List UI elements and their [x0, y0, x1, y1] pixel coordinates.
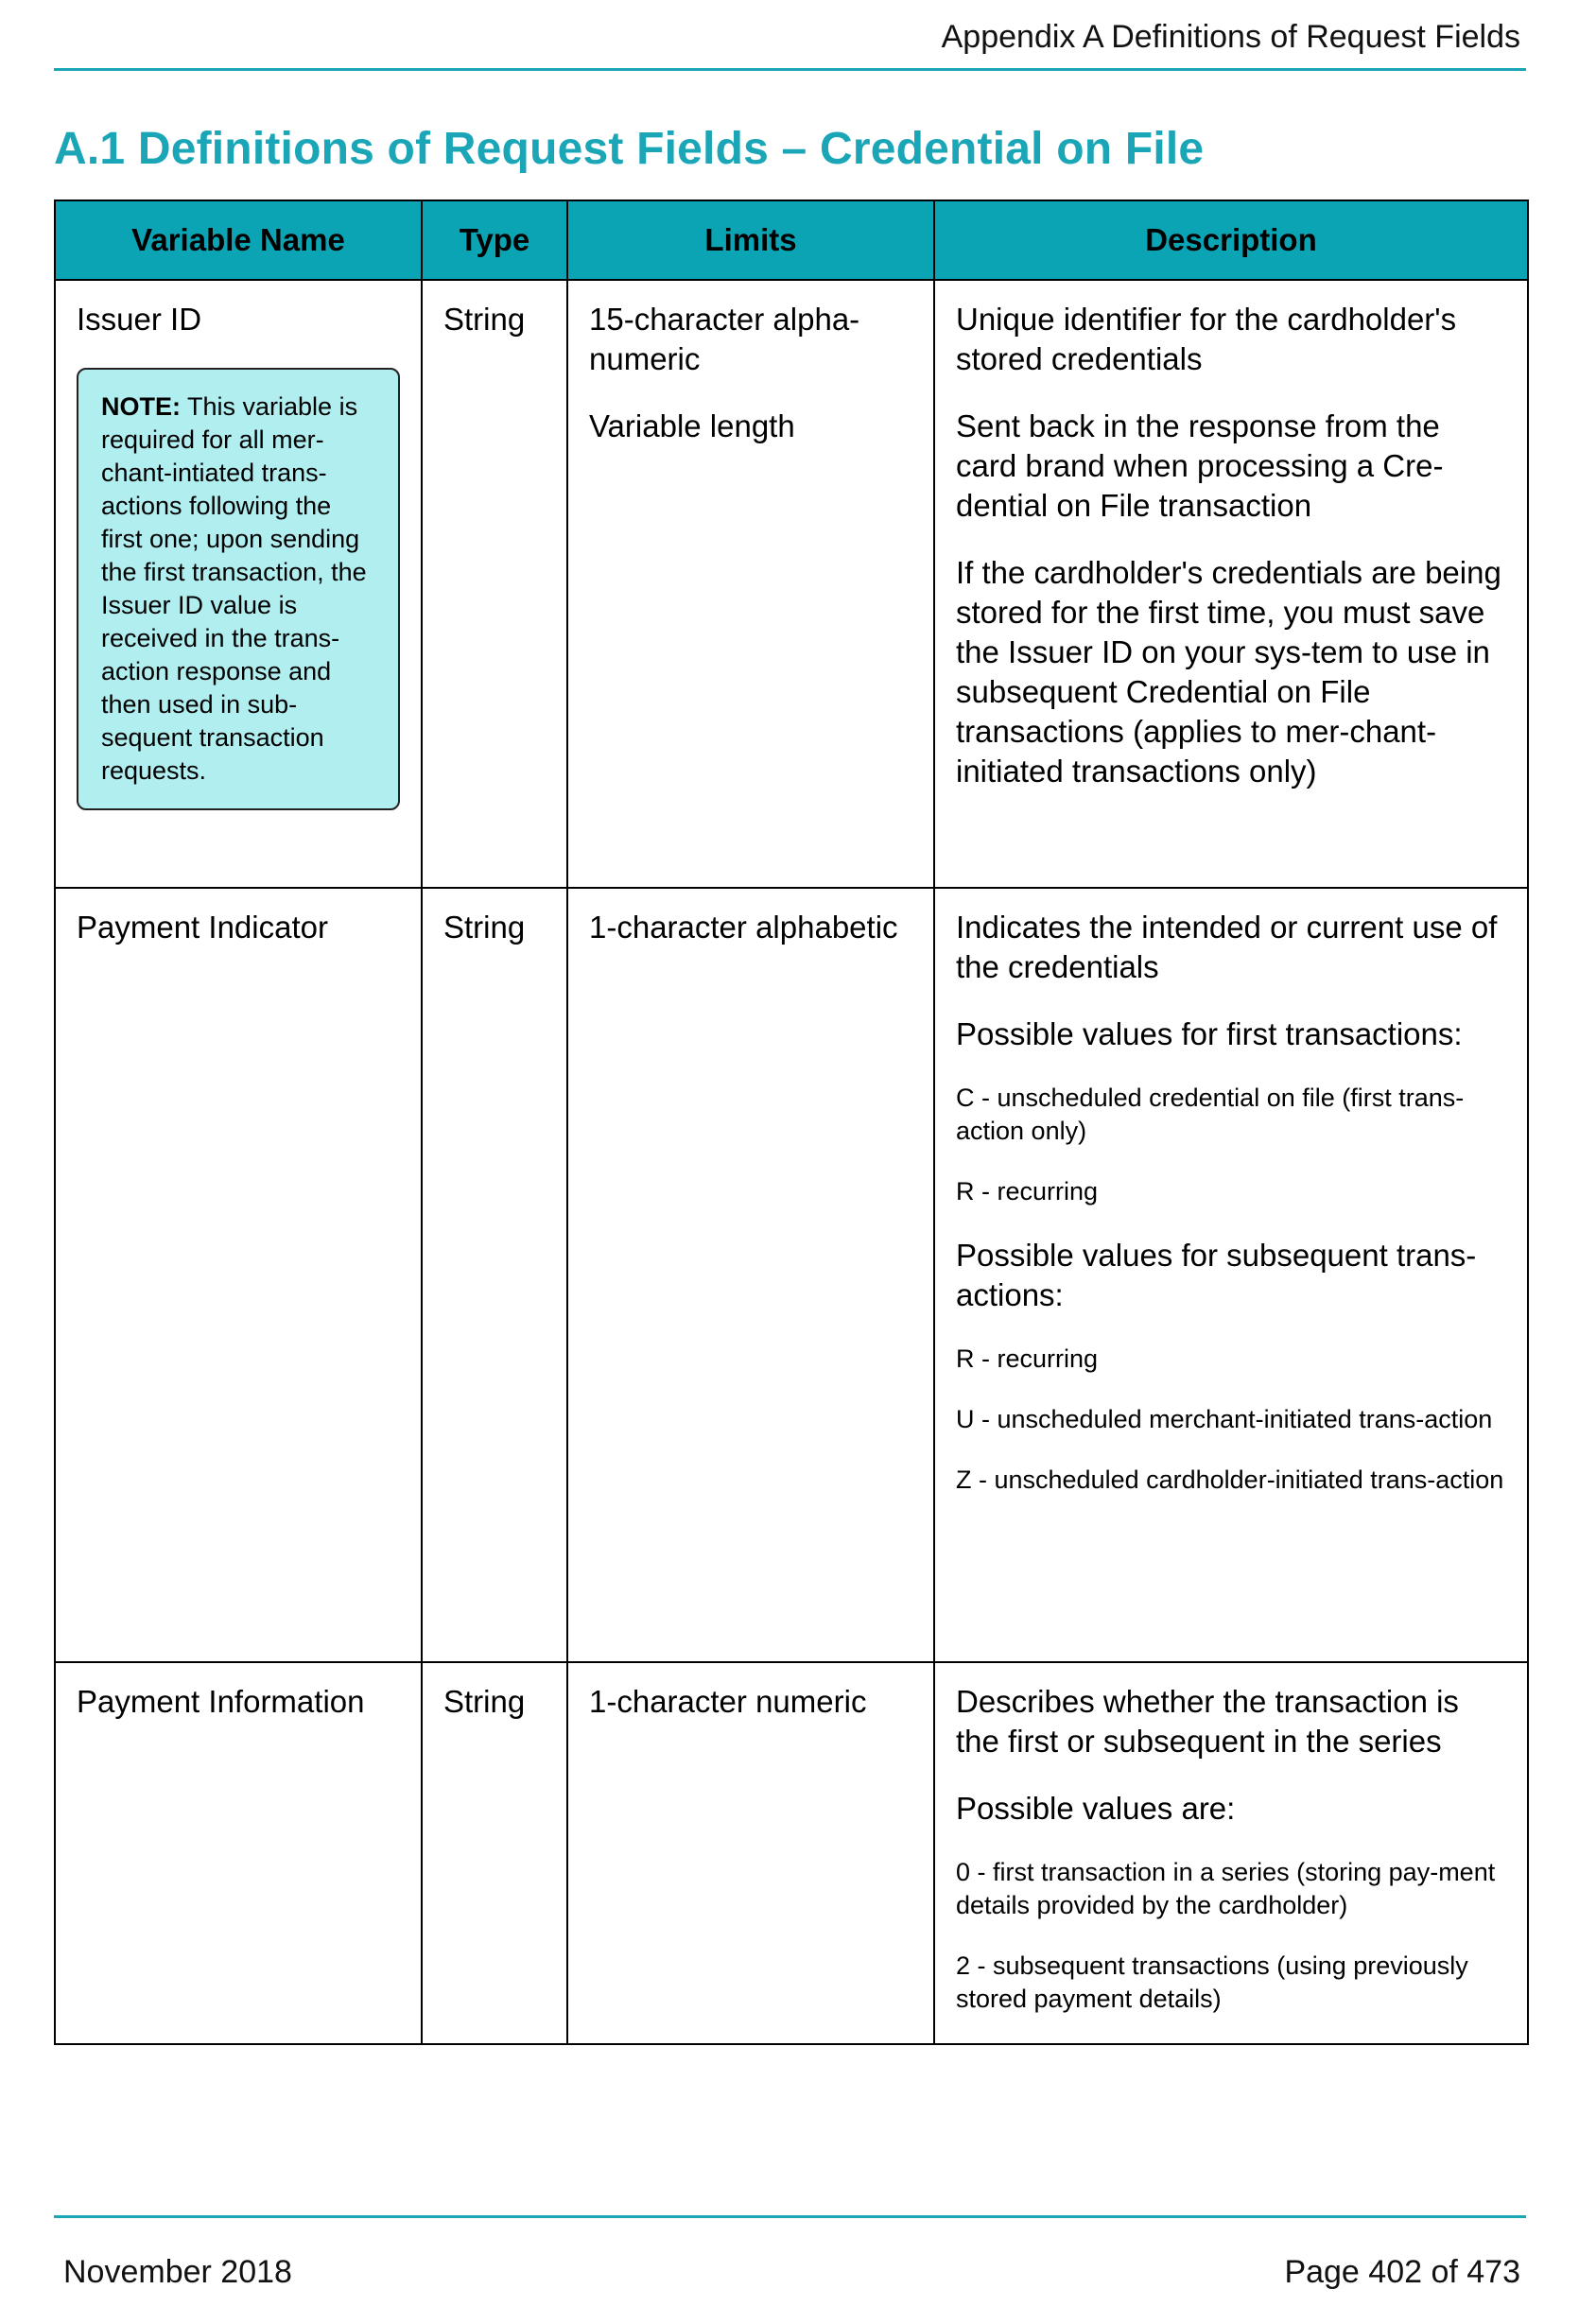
request-fields-table: [54, 199, 1529, 2045]
variable-name-cell: [55, 1662, 422, 2044]
page-title: A.1 Definitions of Request Fields – Credential on File: [54, 124, 1205, 174]
column-header-limits: Limits: [567, 200, 934, 280]
variable-name-cell: [55, 888, 422, 1662]
page-number: Page 402 of 473: [1284, 2254, 1520, 2290]
possible-value-item: C - unscheduled credential on file (first trans-action only): [956, 1084, 1465, 1145]
column-header-description: Description: [934, 200, 1528, 280]
description-cell: [934, 888, 1528, 1662]
limits-value: 1-character alphabetic: [589, 910, 898, 945]
possible-value-item: U - unscheduled merchant-initiated trans-action: [956, 1405, 1493, 1433]
description-paragraph: Indicates the intended or current use of the credentials: [956, 910, 1498, 984]
variable-name-cell: [55, 280, 422, 888]
note-text: This variable is required for all mer-chant-intiated trans-actions following the first one; upon sending the first transaction, the Issuer ID value is received in the trans-action response and then used in sub-sequent transaction requests.: [101, 392, 367, 785]
description-paragraph: If the cardholder's credentials are being stored for the first time, you must save the Issuer ID on your sys-tem to use in subsequent Credential on File transactions (applies to mer-chant-initiated transactions only): [956, 555, 1501, 789]
footer-date: November 2018: [63, 2254, 292, 2290]
variable-name: Payment Information: [77, 1684, 365, 1719]
type-value: String: [443, 1684, 526, 1719]
limits-value: Variable length: [589, 408, 795, 443]
limits-cell: [567, 888, 934, 1662]
limits-value: 15-character alpha-numeric: [589, 302, 860, 376]
variable-name: Issuer ID: [77, 302, 202, 337]
table-header-row: [55, 200, 1528, 280]
description-paragraph: Describes whether the transaction is the first or subsequent in the series: [956, 1684, 1459, 1759]
type-cell: [422, 888, 567, 1662]
note-box: [77, 368, 400, 810]
possible-value-item: 0 - first transaction in a series (storing pay-ment details provided by the cardholder): [956, 1858, 1496, 1919]
possible-value-item: Z - unscheduled cardholder-initiated trans-action: [956, 1466, 1504, 1494]
table-row: [55, 1662, 1528, 2044]
column-header-variable-name: Variable Name: [55, 200, 422, 280]
table-row: [55, 280, 1528, 888]
possible-values-heading: Possible values for subsequent trans-actions:: [956, 1238, 1477, 1312]
description-paragraph: Sent back in the response from the card brand when processing a Cre-dential on File transaction: [956, 408, 1444, 523]
note-label: NOTE:: [101, 392, 181, 421]
possible-value-item: R - recurring: [956, 1344, 1099, 1373]
limits-cell: [567, 1662, 934, 2044]
header-rule: [54, 68, 1526, 71]
type-cell: [422, 1662, 567, 2044]
possible-values-heading: Possible values are:: [956, 1791, 1236, 1826]
variable-name: Payment Indicator: [77, 910, 328, 945]
running-header: Appendix A Definitions of Request Fields: [941, 19, 1520, 55]
possible-value-item: 2 - subsequent transactions (using previously stored payment details): [956, 1951, 1468, 2013]
description-cell: [934, 280, 1528, 888]
possible-values-heading: Possible values for first transactions:: [956, 1016, 1463, 1051]
column-header-type: Type: [422, 200, 567, 280]
footer-rule: [54, 2215, 1526, 2218]
description-paragraph: Unique identifier for the cardholder's stored credentials: [956, 302, 1457, 376]
type-value: String: [443, 302, 526, 337]
limits-value: 1-character numeric: [589, 1684, 867, 1719]
type-value: String: [443, 910, 526, 945]
possible-value-item: R - recurring: [956, 1177, 1099, 1205]
description-cell: [934, 1662, 1528, 2044]
table-row: [55, 888, 1528, 1662]
limits-cell: [567, 280, 934, 888]
type-cell: [422, 280, 567, 888]
